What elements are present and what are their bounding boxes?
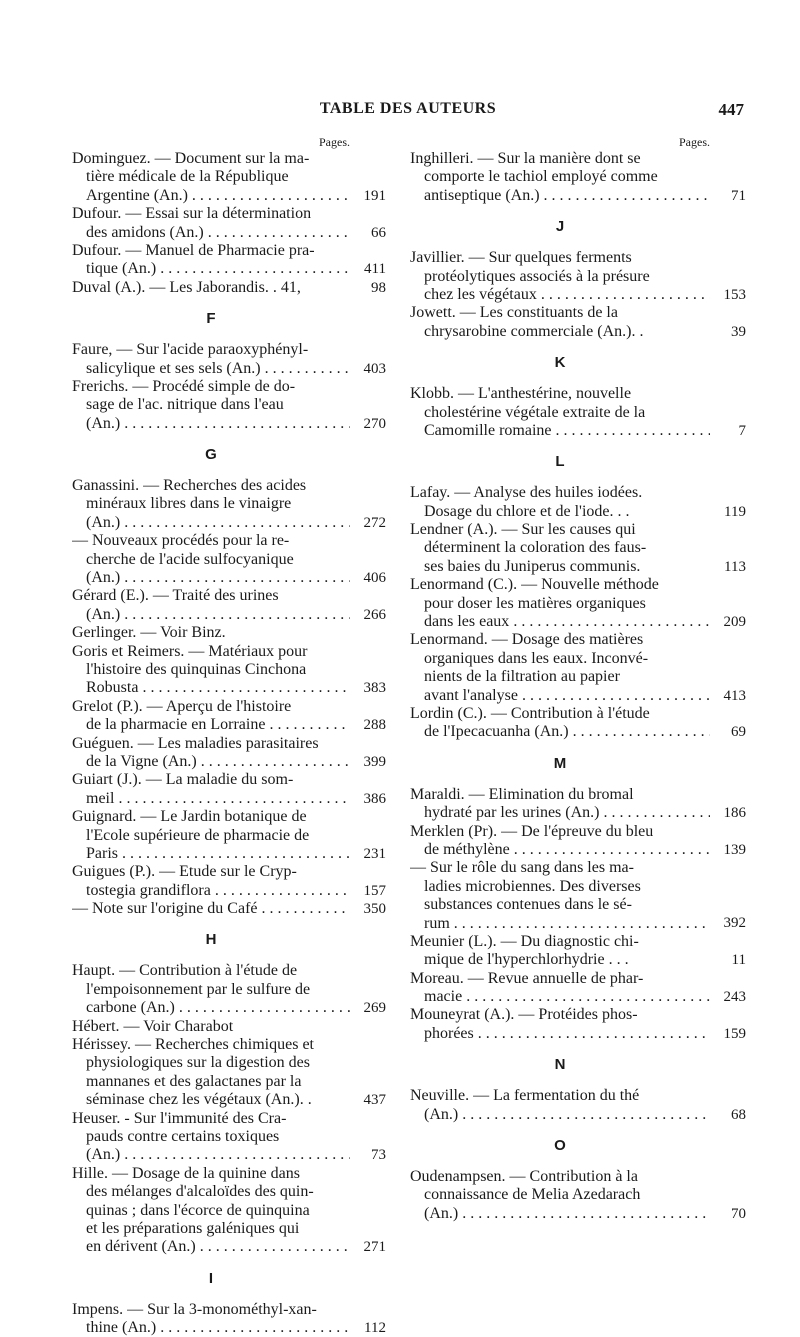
entry-line: Neuville. — La fermentation du thé [410, 1087, 640, 1105]
entry-page-number: 119 [724, 503, 746, 520]
entry-page-number: 266 [363, 606, 386, 623]
entry-page-number: 411 [364, 261, 386, 278]
entry-line: l'empoisonnement par le sulfure de [86, 980, 311, 998]
entry-line: Jowett. — Les constituants de la [410, 304, 618, 322]
entry-line: carbone (An.) . . . [72, 999, 350, 1017]
entry-page-number: 288 [363, 717, 386, 734]
index-entry [72, 278, 386, 297]
entry-line: Lafay. — Analyse des huiles iodées. [410, 484, 643, 502]
index-entry [72, 477, 386, 532]
entry-line: Guéguen. — Les maladies parasitaires [72, 734, 319, 752]
entry-page-number: 98 [371, 279, 386, 296]
page-number: 447 [718, 100, 744, 119]
entry-line: nients de la filtration au papier [424, 668, 620, 686]
index-entry [72, 624, 350, 642]
entry-line: de la pharmacie en Lorraine . . . [72, 716, 350, 734]
entry-page-number: 399 [363, 753, 386, 770]
entry-line: Heuser. - Sur l'immunité des Cra- [72, 1109, 287, 1127]
pages-label-right: Pages. [679, 135, 710, 149]
entry-line: Guiart (J.). — La maladie du som- [72, 771, 294, 789]
entry-line: ladies microbiennes. Des diverses [424, 877, 641, 895]
index-entry [72, 962, 386, 1017]
entry-line: (An.) . . . [72, 1146, 350, 1164]
entry-page-number: 437 [363, 1092, 386, 1109]
entry-line: Faure, — Sur l'acide paraoxyphényl- [72, 341, 309, 359]
entry-line: substances contenues dans le sé- [424, 896, 632, 914]
entry-line: Ganassini. — Recherches des acides [72, 477, 307, 495]
entry-line: Dosage du chlore et de l'iode. . . [424, 502, 630, 520]
entry-line: (An.) . . . [410, 1106, 710, 1124]
entry-line: organiques dans les eaux. Inconvé- [424, 649, 649, 667]
entry-page-number: 159 [723, 1025, 746, 1042]
entry-page-number: 70 [731, 1205, 746, 1222]
entry-line: comporte le tachiol employé comme [424, 168, 658, 186]
entry-page-number: 39 [731, 323, 746, 340]
entry-line: Moreau. — Revue annuelle de phar- [410, 969, 644, 987]
entry-line: (An.) . . . [72, 514, 350, 532]
entry-page-number: 73 [371, 1147, 386, 1164]
entry-line: Klobb. — L'anthestérine, nouvelle [410, 385, 632, 403]
index-entry [72, 1018, 350, 1036]
entry-line: Grelot (P.). — Aperçu de l'histoire [72, 697, 292, 715]
entry-line: Hébert. — Voir Charabot [72, 1017, 234, 1035]
entry-line: Paris . . . [72, 845, 350, 863]
entry-line: rum . . . [410, 915, 710, 933]
entry-line: — Sur le rôle du sang dans les ma- [410, 859, 634, 877]
running-title: TABLE DES AUTEURS [319, 100, 497, 117]
entry-line: Dominguez. — Document sur la ma- [72, 150, 310, 167]
entry-page-number: 413 [723, 687, 746, 704]
entry-line: Robusta . . . [72, 679, 350, 697]
entry-line: phorées . . . [410, 1025, 710, 1043]
entry-page-number: 68 [731, 1106, 746, 1123]
entry-line: Mouneyrat (A.). — Protéides phos- [410, 1006, 638, 1024]
section-letter: M [553, 754, 567, 772]
entry-line: cherche de l'acide sulfocyanique [86, 550, 294, 568]
index-entry [410, 859, 746, 933]
entry-line: Gerlinger. — Voir Binz. [72, 624, 226, 642]
entry-line: avant l'analyse . . . [410, 687, 710, 705]
entry-line: Maraldi. — Elimination du bromal [410, 785, 634, 803]
entry-line: (An.) . . . [72, 606, 350, 624]
entry-page-number: 243 [723, 989, 746, 1006]
entry-line: protéolytiques associés à la présure [424, 267, 650, 285]
pages-label-left: Pages. [319, 135, 350, 149]
entry-line: chez les végétaux . . . [410, 286, 710, 304]
entry-page-number: 191 [363, 187, 386, 204]
index-entry [72, 341, 386, 378]
index-entry [410, 785, 746, 823]
entry-page-number: 350 [363, 901, 386, 918]
entry-line: de la Vigne (An.) . . . [72, 753, 350, 771]
entry-page-number: 231 [363, 845, 386, 862]
index-entry [410, 484, 746, 521]
index-entry [410, 1087, 746, 1124]
index-entry [72, 241, 386, 279]
entry-line: des mélanges d'alcaloïdes des quin- [86, 1183, 314, 1201]
index-entry [72, 532, 386, 587]
entry-line: Dufour. — Manuel de Pharmacie pra- [72, 241, 315, 259]
entry-page-number: 113 [724, 558, 746, 575]
entry-page-number: 392 [723, 915, 746, 932]
section-letter: F [206, 310, 216, 328]
entry-line: Lenormand. — Dosage des matières [410, 631, 644, 649]
entry-line: des amidons (An.) . . . [72, 224, 350, 242]
entry-line: Inghilleri. — Sur la manière dont se [410, 150, 641, 167]
entry-page-number: 7 [738, 422, 746, 439]
section-letter: L [555, 453, 565, 471]
index-entry [410, 521, 746, 576]
entry-line: tique (An.) . . . [72, 260, 350, 278]
section-letter: N [554, 1056, 566, 1074]
section-letter: J [555, 218, 565, 236]
entry-line: Haupt. — Contribution à l'étude de [72, 962, 298, 980]
entry-line: (An.) . . . [72, 415, 350, 433]
entry-page-number: 386 [363, 790, 386, 807]
entry-line: (An.) . . . [72, 569, 350, 587]
entry-line: Hille. — Dosage de la quinine dans [72, 1164, 300, 1182]
entry-line: Oudenampsen. — Contribution à la [410, 1168, 638, 1186]
index-entry [410, 249, 746, 304]
entry-line: Guigues (P.). — Etude sur le Cryp- [72, 863, 297, 881]
section-letter: G [205, 446, 217, 464]
entry-page-number: 71 [731, 187, 746, 204]
entry-line: physiologiques sur la digestion des [86, 1054, 310, 1072]
entry-line: Lordin (C.). — Contribution à l'étude [410, 704, 650, 722]
index-entry [410, 631, 746, 705]
entry-page-number: 403 [363, 360, 386, 377]
entry-line: dans les eaux . . . [410, 613, 710, 631]
entry-page-number: 157 [363, 882, 386, 899]
section-letter: O [554, 1137, 566, 1155]
entry-line: Hérissey. — Recherches chimiques et [72, 1036, 314, 1054]
entry-page-number: 66 [371, 224, 386, 241]
entry-line: salicylique et ses sels (An.) . . . [72, 360, 350, 378]
entry-line: de méthylène . . . [410, 841, 710, 859]
entry-line: Dufour. — Essai sur la détermination [72, 205, 312, 223]
entry-line: Impens. — Sur la 3-monométhyl-xan- [72, 1300, 317, 1318]
entry-line: de l'Ipecacuanha (An.) . . . [410, 723, 710, 741]
entry-line: Argentine (An.) . . . [72, 187, 350, 205]
page-header [72, 100, 744, 124]
index-entry [72, 1036, 386, 1110]
entry-page-number: 271 [363, 1239, 386, 1256]
entry-line: Gérard (E.). — Traité des urines [72, 587, 279, 605]
index-entry [410, 304, 746, 341]
left-column [72, 135, 386, 1337]
entry-page-number: 270 [363, 415, 386, 432]
entry-line: Meunier (L.). — Du diagnostic chi- [410, 932, 639, 950]
entry-line: Javillier. — Sur quelques ferments [410, 249, 632, 267]
entry-line: macie . . . [410, 988, 710, 1006]
index-entry [410, 1168, 746, 1223]
entry-page-number: 11 [731, 952, 746, 969]
index-entry [410, 969, 746, 1007]
index-entry [72, 377, 386, 433]
section-letter: I [208, 1269, 214, 1287]
entry-line: et les préparations galéniques qui [86, 1219, 300, 1237]
entry-page-number: 272 [363, 514, 386, 531]
entry-line: Lendner (A.). — Sur les causes qui [410, 521, 636, 539]
entry-line: Duval (A.). — Les Jaborandis. . 41, [72, 278, 301, 296]
entry-line: chrysarobine commerciale (An.). . [424, 322, 644, 340]
entry-line: Goris et Reimers. — Matériaux pour [72, 642, 308, 660]
entry-page-number: 139 [723, 841, 746, 858]
index-entry [72, 900, 386, 918]
index-entry [72, 771, 386, 808]
entry-page-number: 112 [364, 1320, 386, 1337]
entry-line: — Nouveaux procédés pour la re- [72, 532, 290, 550]
index-entry [72, 1164, 386, 1257]
entry-line: Lenormand (C.). — Nouvelle méthode [410, 576, 659, 594]
entry-line: ses baies du Juniperus communis. [424, 557, 641, 575]
section-letter: H [205, 931, 217, 949]
index-entry [72, 734, 386, 772]
entry-line: minéraux libres dans le vinaigre [86, 495, 292, 513]
index-entry [72, 205, 386, 242]
entry-line: hydraté par les urines (An.) . . . [410, 804, 710, 822]
index-entry [410, 1006, 746, 1043]
right-column [410, 135, 746, 1223]
entry-line: Guignard. — Le Jardin botanique de [72, 808, 307, 826]
entry-line: l'Ecole supérieure de pharmacie de [86, 826, 310, 844]
entry-line: Merklen (Pr). — De l'épreuve du bleu [410, 822, 654, 840]
entry-line: — Note sur l'origine du Café . . . [72, 900, 350, 918]
entry-line: thine (An.) . . . [72, 1319, 350, 1337]
index-entry [72, 642, 386, 698]
entry-line: mannanes et des galactanes par la [86, 1072, 302, 1090]
index-entry [410, 576, 746, 631]
index-entry [72, 808, 386, 863]
entry-line: déterminent la coloration des faus- [424, 539, 647, 557]
entry-page-number: 406 [363, 570, 386, 587]
entry-line: Frerichs. — Procédé simple de do- [72, 377, 296, 395]
entry-line: tostegia grandiflora . . . [72, 882, 350, 900]
section-letter: K [554, 354, 566, 372]
index-entry [72, 697, 386, 735]
entry-line: meil . . . [72, 790, 350, 808]
index-entry [410, 704, 746, 742]
index-entry [410, 932, 746, 970]
entry-line: connaissance de Melia Azedarach [424, 1186, 641, 1204]
entry-page-number: 209 [723, 614, 746, 631]
entry-page-number: 269 [363, 1000, 386, 1017]
entry-page-number: 186 [723, 805, 746, 822]
entry-line: pauds contre certains toxiques [86, 1127, 280, 1145]
index-entry [410, 150, 746, 205]
index-entry [72, 150, 386, 205]
entry-page-number: 153 [723, 286, 746, 303]
entry-line: cholestérine végétale extraite de la [424, 403, 646, 421]
index-entry [410, 385, 746, 440]
index-entry [72, 587, 386, 624]
entry-line: sage de l'ac. nitrique dans l'eau [86, 396, 284, 414]
entry-page-number: 383 [363, 680, 386, 697]
entry-line: l'histoire des quinquinas Cinchona [86, 660, 307, 678]
entry-line: séminase chez les végétaux (An.). . [86, 1091, 312, 1109]
entry-line: en dérivent (An.) . . . [72, 1238, 350, 1256]
index-entry [410, 822, 746, 860]
entry-line: Camomille romaine . . . [410, 422, 710, 440]
entry-line: mique de l'hyperchlorhydrie . . . [424, 951, 629, 969]
entry-line: tière médicale de la République [86, 168, 289, 186]
entry-line: (An.) . . . [410, 1205, 710, 1223]
index-entry [72, 863, 386, 900]
entry-page-number: 69 [731, 724, 746, 741]
entry-line: pour doser les matières organiques [424, 594, 646, 612]
entry-line: antiseptique (An.) . . . [410, 187, 710, 205]
entry-line: quinas ; dans l'écorce de quinquina [86, 1201, 310, 1219]
index-entry [72, 1109, 386, 1165]
